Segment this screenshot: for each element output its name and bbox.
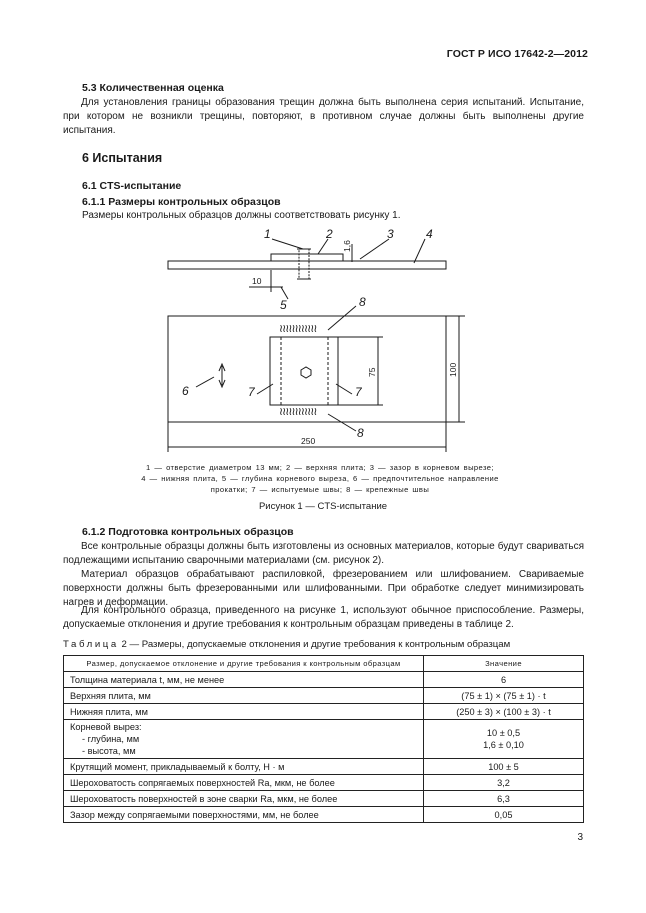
dim-10: 10 — [252, 276, 262, 286]
callout-8-top: 8 — [359, 295, 366, 309]
row-label: Шероховатость поверхностей в зоне сварки Ra, мкм, не более — [64, 791, 424, 807]
callout-5: 5 — [280, 298, 287, 312]
figure-cts-test — [0, 222, 646, 462]
row-value — [424, 720, 584, 759]
legend-line-2: 4 — нижняя плита, 5 — глубина корневого выреза, 6 — предпочтительное направление — [141, 474, 499, 483]
table-header-requirement: Размер, допускаемое отклонение и другие требования к контрольным образцам — [64, 656, 424, 672]
leader-8-top — [328, 306, 356, 330]
row-value: 3,2 — [424, 775, 584, 791]
callout-2: 2 — [326, 227, 333, 241]
section-6-1-2-p2: Материал образцов обрабатывают распиловкой, фрезерованием или шлифованием. Свариваемые поверхности должны быть фрезерованными или шлифованными. При обработке следует минимизировать нагрев и деформации. — [63, 569, 584, 609]
row-label: Верхняя плита, мм — [64, 688, 424, 704]
figure-caption: Рисунок 1 — CTS-испытание — [258, 501, 388, 512]
section-6-1-1-text: Размеры контрольных образцов должны соответствовать рисунку 1. — [82, 210, 401, 221]
callout-6: 6 — [182, 384, 189, 398]
section-6-title: 6 Испытания — [82, 151, 163, 165]
callout-3: 3 — [387, 227, 394, 241]
dim-250: 250 — [301, 436, 316, 446]
section-6-1-2-title: 6.1.2 Подготовка контрольных образцов — [82, 526, 294, 538]
section-6-1-2-p1: Все контрольные образцы должны быть изготовлены из основных материалов, которые будут свариваться подлежащими испытанию сварочными материалами (см. рисунок 2). — [63, 541, 584, 567]
document-id: ГОСТ Р ИСО 17642-2—2012 — [446, 48, 588, 60]
dim-100: 100 — [448, 362, 458, 377]
table-row — [64, 720, 584, 759]
row-label-line: Корневой вырез: — [70, 722, 142, 732]
fixing-weld-top: ≀≀≀≀≀≀≀≀≀≀≀≀ — [279, 323, 317, 335]
leader-7-left — [257, 384, 273, 394]
table-title-prefix: Таблица — [63, 639, 119, 650]
figure-legend — [128, 462, 512, 495]
row-value: (75 ± 1) × (75 ± 1) · t — [424, 688, 584, 704]
table-row — [64, 704, 584, 720]
section-5-3-text: Для установления границы образования трещин должна быть выполнена серия испытаний. Испытание, при котором не возникли трещины, повторяют, в противном случае должны быть выполнены другие испытания. — [63, 97, 584, 137]
row-value: 6,3 — [424, 791, 584, 807]
callout-4: 4 — [426, 227, 433, 241]
row-label: Толщина материала t, мм, не менее — [64, 672, 424, 688]
row-value-line: 10 ± 0,5 — [486, 728, 521, 738]
dim-1-6: 1,6 — [342, 240, 352, 252]
section-6-1-2-p3: Для контрольного образца, приведенного на рисунке 1, используют обычное приспособление. Размеры, допускаемые отклонения и другие требования к контрольным образцам приведены в таблице 2. — [63, 605, 584, 631]
section-6-1-title: 6.1 CTS-испытание — [82, 180, 182, 192]
lower-plate-side — [168, 261, 446, 269]
dim-75: 75 — [367, 367, 377, 377]
fixing-weld-bottom: ≀≀≀≀≀≀≀≀≀≀≀≀ — [279, 406, 317, 418]
leader-2 — [318, 239, 328, 254]
callout-7-right: 7 — [355, 385, 362, 399]
table-title-rest: 2 — Размеры, допускаемые отклонения и другие требования к контрольным образцам — [118, 639, 511, 650]
table-row — [64, 791, 584, 807]
callout-8-bottom: 8 — [357, 426, 364, 440]
row-label: Шероховатость сопрягаемых поверхностей Ra, мкм, не более — [64, 775, 424, 791]
callout-7-left: 7 — [248, 385, 255, 399]
section-5-3-title: 5.3 Количественная оценка — [82, 82, 224, 94]
table-row — [64, 672, 584, 688]
requirements-table — [63, 655, 584, 823]
leader-3 — [360, 239, 389, 259]
row-label: Крутящий момент, прикладываемый к болту, Н · м — [64, 759, 424, 775]
table-row — [64, 807, 584, 823]
bolt-head — [301, 367, 311, 378]
callout-1: 1 — [264, 227, 271, 241]
table-row — [64, 759, 584, 775]
row-label-line: - глубина, мм — [82, 734, 140, 744]
legend-line-3: прокатки; 7 — испытуемые швы; 8 — крепежные швы — [210, 485, 430, 494]
row-label-line: - высота, мм — [82, 746, 136, 756]
table-title — [63, 639, 510, 650]
table-row — [64, 688, 584, 704]
row-value: 0,05 — [424, 807, 584, 823]
leader-1 — [272, 239, 303, 249]
row-label: Зазор между сопрягаемыми поверхностями, мм, не более — [64, 807, 424, 823]
table-header-value: Значение — [424, 656, 584, 672]
row-value: 6 — [424, 672, 584, 688]
page-number: 3 — [577, 832, 583, 843]
row-value: 100 ± 5 — [424, 759, 584, 775]
row-value: (250 ± 3) × (100 ± 3) · t — [424, 704, 584, 720]
row-value-line: 1,6 ± 0,10 — [483, 740, 524, 750]
section-6-1-1-title: 6.1.1 Размеры контрольных образцов — [82, 196, 281, 208]
upper-plate-side — [271, 254, 343, 261]
legend-line-1: 1 — отверстие диаметром 13 мм; 2 — верхняя плита; 3 — зазор в корневом вырезе; — [146, 463, 494, 472]
row-label: Нижняя плита, мм — [64, 704, 424, 720]
table-header-row — [64, 656, 584, 672]
table-row — [64, 775, 584, 791]
leader-4 — [414, 239, 425, 263]
row-label — [64, 720, 424, 759]
